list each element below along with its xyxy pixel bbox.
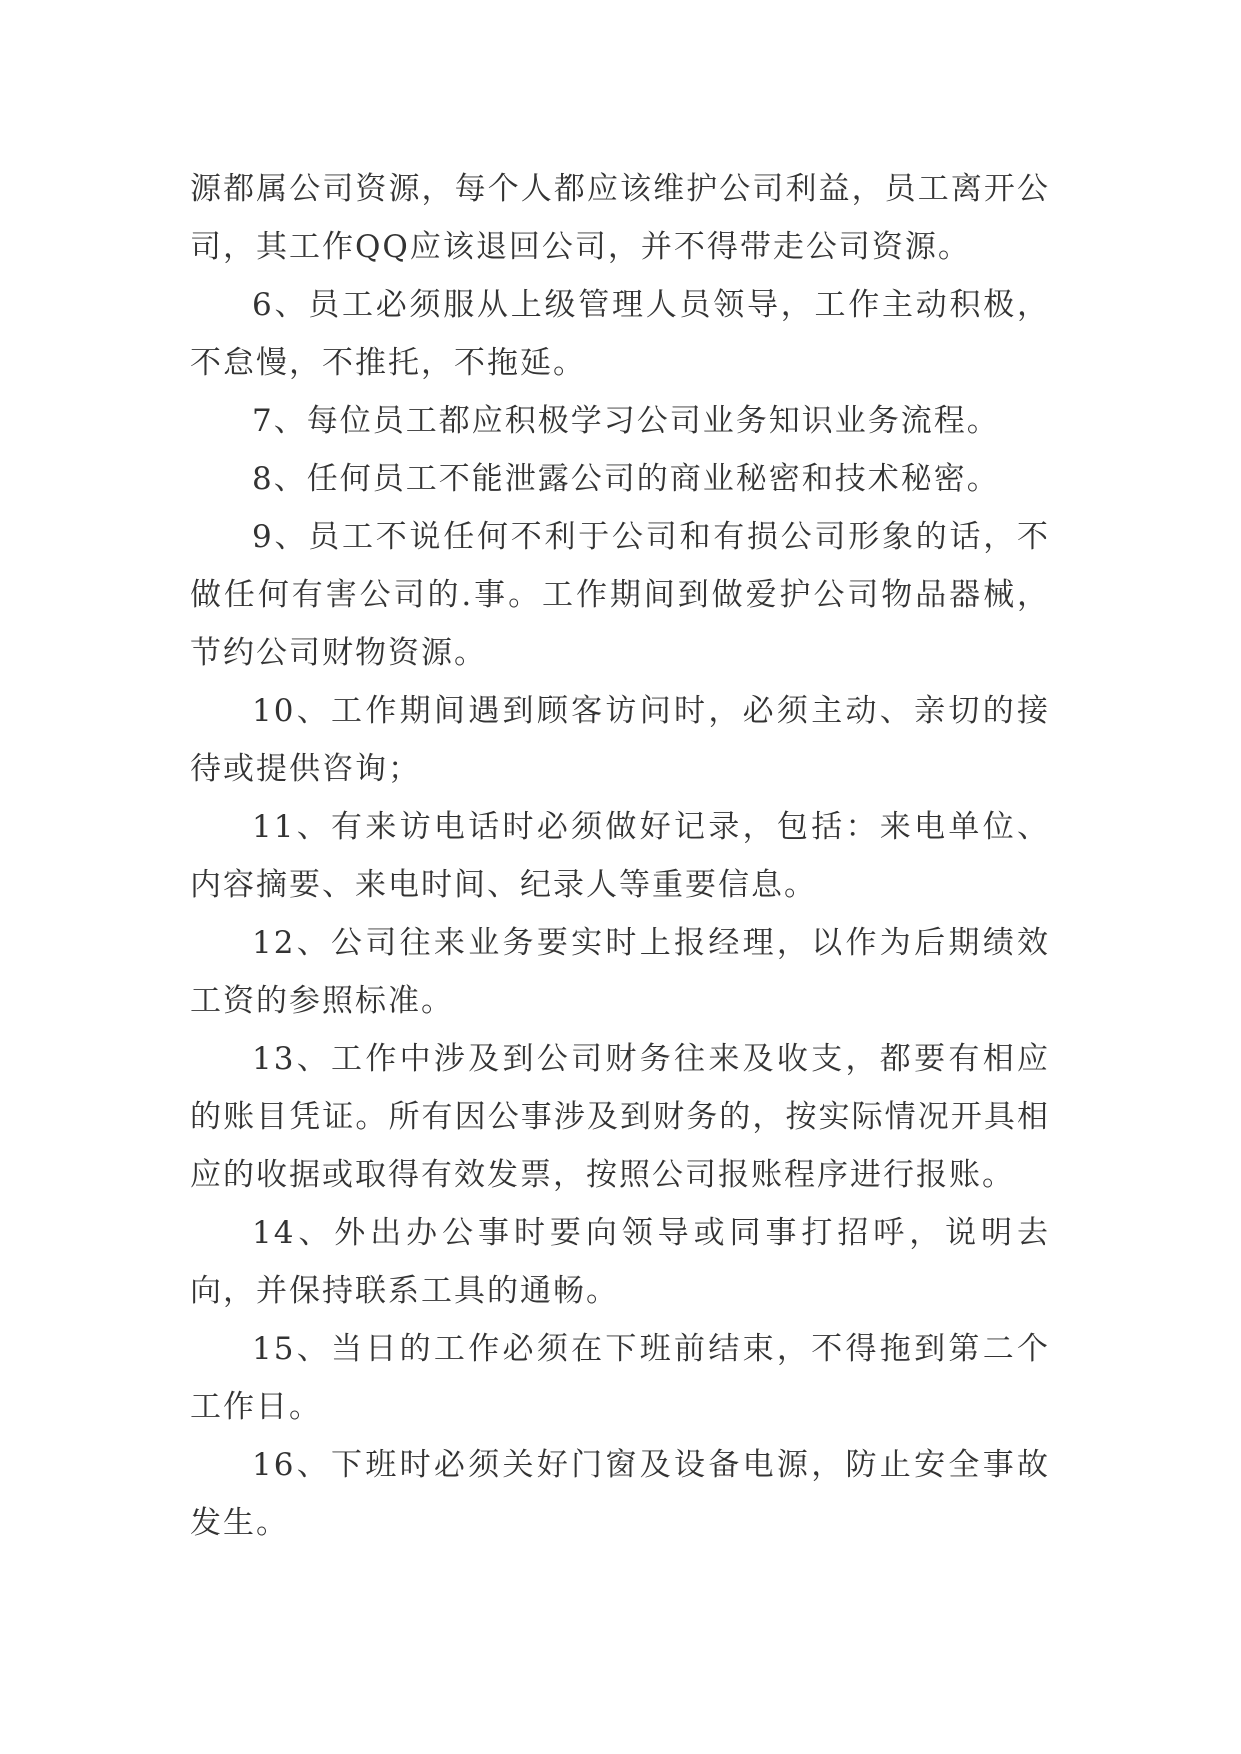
paragraph-rule-13: 13、工作中涉及到公司财务往来及收支，都要有相应的账目凭证。所有因公事涉及到财务的，按实际情况开具相应的收据或取得有效发票，按照公司报账程序进行报账。 xyxy=(190,1041,1050,1193)
paragraph-rule-9: 9、员工不说任何不利于公司和有损公司形象的话，不做任何有害公司的.事。工作期间到做爱护公司物品器械，节约公司财物资源。 xyxy=(190,519,1050,671)
paragraph-rule-7: 7、每位员工都应积极学习公司业务知识业务流程。 xyxy=(252,403,1000,439)
paragraph-rule-14: 14、外出办公事时要向领导或同事打招呼，说明去向，并保持联系工具的通畅。 xyxy=(190,1215,1050,1309)
paragraph-rule-15: 15、当日的工作必须在下班前结束，不得拖到第二个工作日。 xyxy=(190,1331,1050,1425)
paragraph-rule-11: 11、有来访电话时必须做好记录，包括：来电单位、内容摘要、来电时间、纪录人等重要信息。 xyxy=(190,809,1050,903)
paragraph-rule-8: 8、任何员工不能泄露公司的商业秘密和技术秘密。 xyxy=(252,461,1000,497)
paragraph-rule-10: 10、工作期间遇到顾客访问时，必须主动、亲切的接待或提供咨询； xyxy=(190,693,1050,787)
paragraph-rule-16: 16、下班时必须关好门窗及设备电源，防止安全事故发生。 xyxy=(190,1447,1050,1541)
document-body xyxy=(190,160,1050,1552)
paragraph-rule-6: 6、员工必须服从上级管理人员领导，工作主动积极，不怠慢，不推托，不拖延。 xyxy=(190,287,1050,381)
paragraph-rule-12: 12、公司往来业务要实时上报经理，以作为后期绩效工资的参照标准。 xyxy=(190,925,1050,1019)
paragraph-continuation: 源都属公司资源，每个人都应该维护公司利益，员工离开公司，其工作QQ应该退回公司，并不得带走公司资源。 xyxy=(190,171,1050,265)
